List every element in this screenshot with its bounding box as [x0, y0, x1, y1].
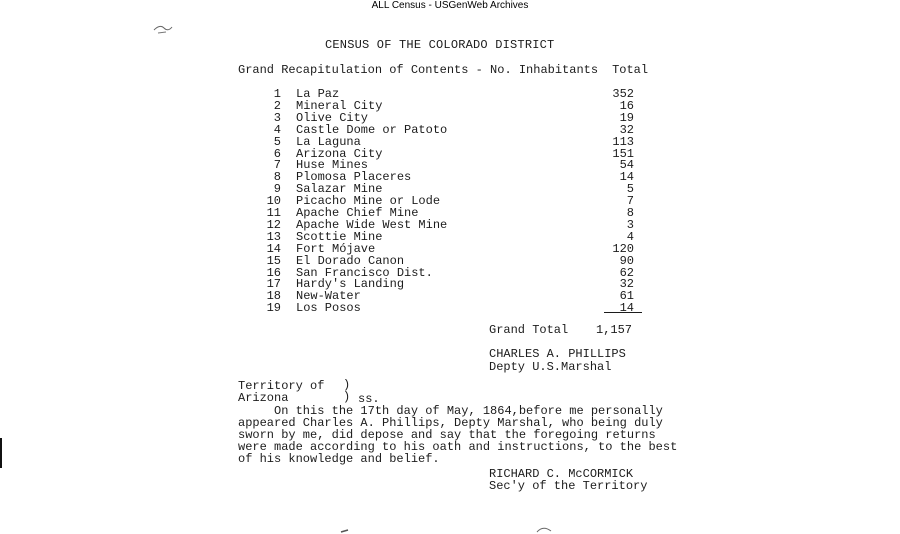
inhabitant-count: 14 — [619, 170, 634, 185]
place-name: Huse Mines — [296, 158, 369, 173]
inhabitant-count: 54 — [619, 158, 634, 173]
place-name: Salazar Mine — [296, 182, 383, 197]
row-number: 7 — [273, 158, 281, 173]
inhabitant-count: 8 — [626, 206, 634, 220]
table-row — [238, 302, 658, 314]
inhabitant-count: 32 — [619, 122, 634, 137]
inhabitant-count: 62 — [619, 265, 634, 280]
table-row — [238, 243, 658, 255]
total-column-header: Total — [612, 63, 649, 77]
row-number: 2 — [273, 98, 281, 113]
inhabitant-count: 16 — [619, 98, 634, 113]
table-row — [238, 255, 658, 267]
row-number: 4 — [273, 122, 281, 137]
place-name: Hardy's Landing — [296, 277, 405, 292]
secretary-signature-name: RICHARD C. McCORMICK — [489, 467, 634, 481]
row-number: 13 — [266, 229, 281, 244]
territory-label-line2: Arizona — [238, 391, 289, 405]
table-row — [238, 231, 658, 243]
scan-margin-mark — [0, 438, 2, 468]
scan-speck-icon — [340, 527, 350, 534]
inhabitant-count: 7 — [626, 194, 634, 209]
inhabitant-count: 14 — [619, 301, 634, 316]
subtitle-text: Grand Recapitulation of Contents - No. Inhabitants — [238, 63, 599, 77]
inhabitant-count: 151 — [612, 146, 634, 161]
row-number: 3 — [273, 110, 281, 125]
inhabitant-count: 5 — [626, 182, 634, 197]
place-name: Castle Dome or Patoto — [296, 122, 448, 137]
secretary-signature-title: Sec'y of the Territory — [489, 479, 648, 493]
scan-mark-icon — [152, 22, 174, 36]
place-name: El Dorado Canon — [296, 253, 405, 268]
inhabitant-count: 4 — [626, 229, 634, 244]
inhabitant-count: 90 — [619, 253, 634, 268]
table-row — [238, 136, 658, 148]
place-name: Apache Wide West Mine — [296, 217, 448, 232]
place-name: Olive City — [296, 110, 369, 125]
row-number: 6 — [273, 146, 281, 161]
row-number: 9 — [273, 182, 281, 197]
inhabitant-count: 120 — [612, 241, 634, 256]
place-name: Plomosa Placeres — [296, 170, 412, 185]
affidavit-line: of his knowledge and belief. — [238, 452, 440, 466]
row-number: 15 — [266, 253, 281, 268]
place-name: Picacho Mine or Lode — [296, 194, 441, 209]
total-rule — [604, 312, 642, 313]
place-name: La Laguna — [296, 134, 361, 149]
territory-brace-top: ) — [343, 378, 351, 392]
row-number: 10 — [266, 194, 281, 209]
inhabitant-count: 352 — [612, 87, 634, 101]
archive-banner: ALL Census - USGenWeb Archives — [371, 0, 529, 11]
marshal-signature-title: Depty U.S.Marshal — [489, 360, 612, 374]
inhabitant-count: 19 — [619, 110, 634, 125]
place-name: La Paz — [296, 87, 340, 101]
row-number: 5 — [273, 134, 281, 149]
table-row — [238, 112, 658, 124]
row-number: 18 — [266, 289, 281, 304]
row-number: 17 — [266, 277, 281, 292]
row-number: 12 — [266, 217, 281, 232]
affidavit-paragraph — [238, 405, 698, 465]
grand-total-value: 1,157 — [596, 323, 633, 337]
place-name: San Francisco Dist. — [296, 265, 433, 280]
row-number: 19 — [266, 301, 281, 316]
table-row — [238, 124, 658, 136]
affidavit-line: were made according to his oath and instructions, to the best — [238, 440, 678, 454]
territory-label-line1: Territory of — [238, 379, 325, 393]
place-name: Scottie Mine — [296, 229, 383, 244]
affidavit-line: sworn by me, did depose and say that the foregoing returns — [238, 428, 656, 442]
inhabitant-count: 3 — [626, 217, 634, 232]
territory-brace-bottom: ) — [343, 390, 351, 404]
inhabitant-count: 61 — [619, 289, 634, 304]
place-name: Los Posos — [296, 301, 361, 316]
inhabitant-count: 113 — [612, 134, 634, 149]
place-name: Apache Chief Mine — [296, 206, 419, 220]
inhabitant-count: 32 — [619, 277, 634, 292]
grand-total-label: Grand Total — [489, 323, 569, 337]
ss-mark: ss. — [358, 392, 380, 406]
row-number: 11 — [266, 206, 281, 220]
affidavit-line: On this the 17th day of May, 1864,before me personally — [238, 404, 663, 418]
place-name: Arizona City — [296, 146, 383, 161]
place-name: Fort Mójave — [296, 241, 376, 256]
scan-mark-icon — [535, 524, 555, 534]
place-name: New-Water — [296, 289, 361, 304]
row-number: 1 — [273, 87, 281, 101]
row-number: 16 — [266, 265, 281, 280]
marshal-signature-name: CHARLES A. PHILLIPS — [489, 347, 626, 361]
document-title: CENSUS OF THE COLORADO DISTRICT — [325, 38, 555, 52]
affidavit-line: appeared Charles A. Phillips, Depty Marshal, who being duly — [238, 416, 663, 430]
row-number: 14 — [266, 241, 281, 256]
document-subtitle — [238, 64, 648, 76]
place-name: Mineral City — [296, 98, 383, 113]
row-number: 8 — [273, 170, 281, 185]
